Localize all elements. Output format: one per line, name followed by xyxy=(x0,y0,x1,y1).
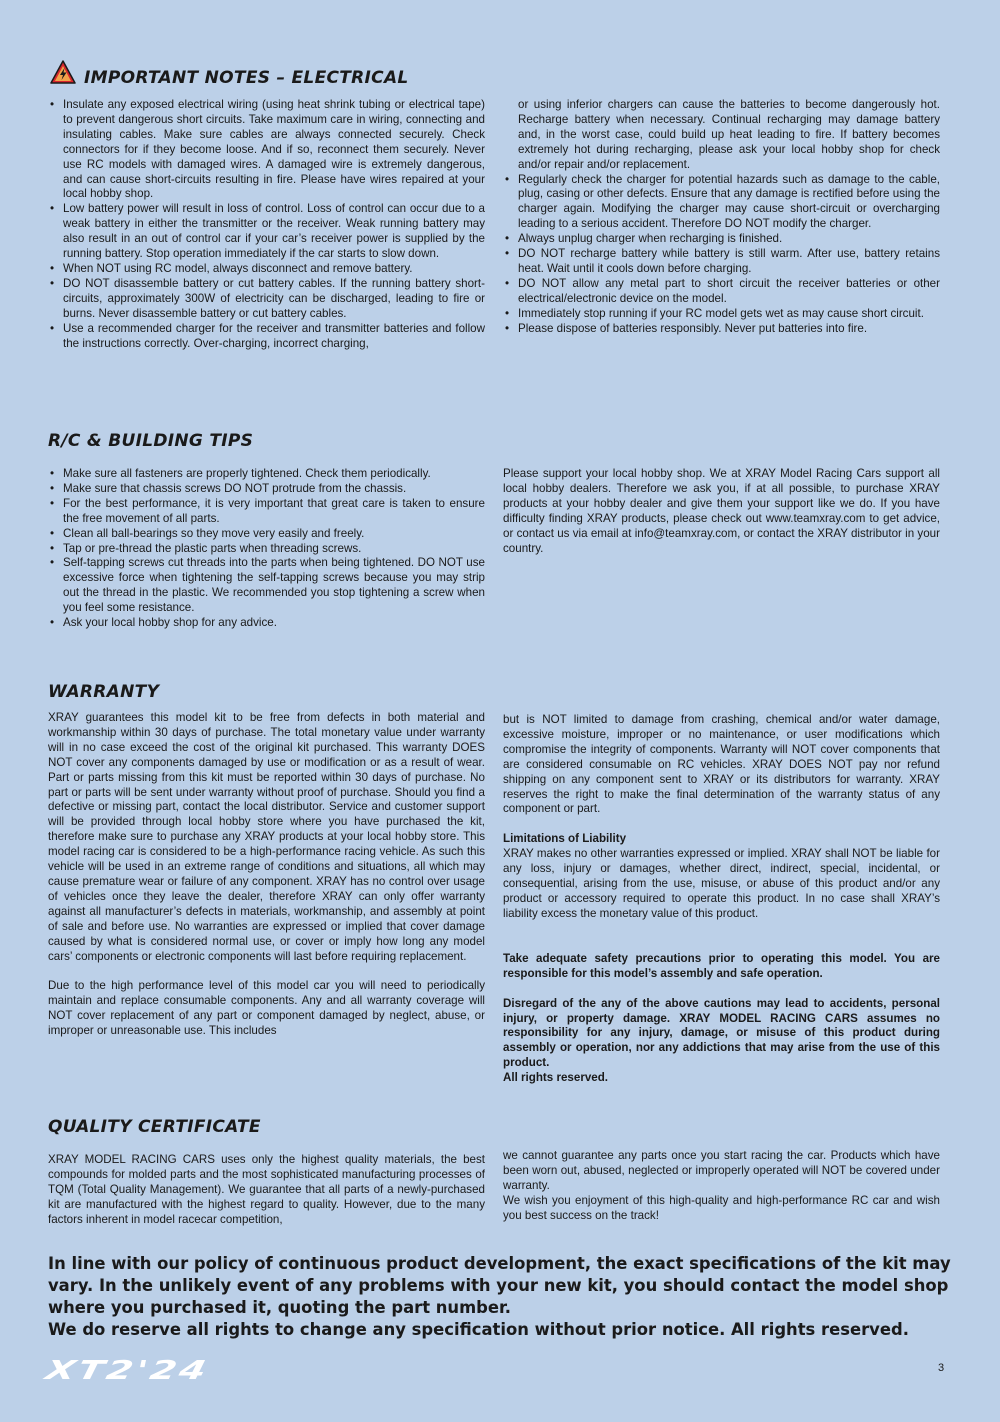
quality-left-column xyxy=(48,1153,485,1228)
quality-right-column xyxy=(503,1149,940,1224)
list-item: • Tap or pre-thread the plastic parts when threading screws. xyxy=(48,542,485,557)
list-item: • Make sure that chassis screws DO NOT protrude from the chassis. xyxy=(48,482,485,497)
rights-text: We do reserve all rights to change any specification without prior notice. All rights reserved. xyxy=(48,1320,909,1339)
warranty-paragraph: but is NOT limited to damage from crashing, chemical and/or water damage, excessive moisture, improper or no maintenance, or user modifications which compromise the integrity of components. Warranty will NOT cover components that are considered consumable on RC vehicles. XRAY DOES NOT pay nor refund shipping on any component sent to XRAY or its distributors for warranty. XRAY reserves the right to make the final determination of the warranty status of any component or part. xyxy=(503,713,940,816)
warning-triangle-icon xyxy=(50,60,76,84)
quality-text: XRAY MODEL RACING CARS uses only the highest quality materials, the best compounds for molded parts and the most sophisticated manufacturing processes of TQM (Total Quality Management). We guarantee that all parts of a newly-purchased kit are manufactured with the highest regard to quality. However, due to the many factors inherent in model racecar competition, xyxy=(48,1153,485,1226)
tips-list xyxy=(48,467,485,631)
list-item: • Always unplug charger when recharging is finished. xyxy=(503,232,940,247)
list-item: • Regularly check the charger for potential hazards such as damage to the cable, plug, casing or other defects. Ensure that any damage is rectified before using the charger again. Modifying the charger may cause short-circuit or overcharging leading to a serious accident. Therefore DO NOT modify the charger. xyxy=(503,173,940,233)
warranty-paragraph: Due to the high performance level of this model car you will need to periodically maintain and replace consumable components. Any and all warranty coverage will NOT cover replacement of any part or component damaged by neglect, abuse, or improper or unreasonable use. This includes xyxy=(48,979,485,1038)
list-item: • Ask your local hobby shop for any advice. xyxy=(48,616,485,631)
electrical-left-column xyxy=(48,98,485,351)
warranty-heading: WARRANTY xyxy=(48,682,160,702)
xt2-logo: XT2'24 xyxy=(42,1356,212,1386)
list-item: • Use a recommended charger for the receiver and transmitter batteries and follow the instructions correctly. Over-charging, incorrect charging, xyxy=(48,322,485,352)
warranty-right-column xyxy=(503,713,940,1086)
electrical-heading: IMPORTANT NOTES – ELECTRICAL xyxy=(84,68,409,88)
electrical-continuation: or using inferior chargers can cause the batteries to become dangerously hot. Recharge battery when necessary. Continual recharging may damage battery and, in the worst case, could build up heat leading to fire. If battery becomes extremely hot during recharging, please ask your local hobby shop for check and/or repair and/or replacement. xyxy=(518,98,940,171)
policy-note xyxy=(48,1253,952,1341)
list-item: • Self-tapping screws cut threads into the parts when being tightened. DO NOT use excessive force when tightening the self-tapping screws because you may strip out the thread in the plastic. We recommended you stop tightening a screw when you feel some resistance. xyxy=(48,556,485,616)
rights-note: All rights reserved. xyxy=(503,1071,609,1085)
list-item: • When NOT using RC model, always disconnect and remove battery. xyxy=(48,262,485,277)
list-item: • Insulate any exposed electrical wiring (using heat shrink tubing or electrical tape) to prevent dangerous short circuits. Take maximum care in wiring, connecting and insulating cables. Make sure cables are always connected securely. Check connectors for if they become loose. And if so, reconnect them securely. Never use RC models with damaged wires. A damaged wire is extremely dangerous, and can cause short-circuits resulting in fire. Please have wires repaired at your local hobby shop. xyxy=(48,98,485,202)
quality-text: We wish you enjoyment of this high-quality and high-performance RC car and wish you best success on the track! xyxy=(503,1193,940,1222)
tips-right-column xyxy=(503,467,940,556)
tips-left-column xyxy=(48,467,485,631)
list-item: • DO NOT recharge battery while battery is still warm. After use, battery retains heat. Wait until it cools down before charging. xyxy=(503,247,940,277)
page-number: 3 xyxy=(938,1362,945,1374)
electrical-right-list xyxy=(503,173,940,337)
quality-text: we cannot guarantee any parts once you start racing the car. Products which have been worn out, abused, neglected or improperly operated will NOT be covered under warranty. xyxy=(503,1149,940,1192)
list-item: • Please dispose of batteries responsibly. Never put batteries into fire. xyxy=(503,322,940,337)
list-item: • Immediately stop running if your RC model gets wet as may cause short circuit. xyxy=(503,307,940,322)
disregard-note: Disregard of the any of the above cautions may lead to accidents, personal injury, or property damage. XRAY MODEL RACING CARS assumes no responsibility for any injury, damage, or misuse of this product during assembly or operation, nor any addictions that may arise from the use of this product. xyxy=(503,996,940,1070)
tips-heading: R/C & BUILDING TIPS xyxy=(48,431,254,451)
list-item: • Low battery power will result in loss of control. Loss of control can occur due to a weak battery in either the transmitter or the receiver. Weak running battery may also result in an out of control car if your car’s receiver power is supplied by the running battery. Stop operation immediately if the car starts to slow down. xyxy=(48,202,485,262)
electrical-right-column xyxy=(503,98,940,337)
safety-note: Take adequate safety precautions prior to operating this model. You are responsible for this model’s assembly and safe operation. xyxy=(503,951,940,980)
list-item: • DO NOT disassemble battery or cut battery cables. If the running battery short-circuits, approximately 300W of electricity can be discharged, leading to fire or burns. Never disassemble battery or cut battery cables. xyxy=(48,277,485,322)
warranty-left-column xyxy=(48,711,485,1039)
list-item: • Make sure all fasteners are properly tightened. Check them periodically. xyxy=(48,467,485,482)
liability-title: Limitations of Liability xyxy=(503,832,627,846)
electrical-left-list xyxy=(48,98,485,351)
list-item: • DO NOT allow any metal part to short circuit the receiver batteries or other electrical/electronic device on the model. xyxy=(503,277,940,307)
hobby-shop-text: Please support your local hobby shop. We at XRAY Model Racing Cars support all local hobby dealers. Therefore we ask you, if at all possible, to purchase XRAY products at your hobby dealer and give them your support like we do. If you have difficulty finding XRAY products, please check out www.teamxray.com to get advice, or contact us via email at info@teamxray.com, or contact the XRAY distributor in your country. xyxy=(503,467,940,555)
list-item: • For the best performance, it is very important that great care is taken to ensure the free movement of all parts. xyxy=(48,497,485,527)
liability-text: XRAY makes no other warranties expressed or implied. XRAY shall NOT be liable for any loss, injury or damages, whether direct, indirect, special, incidental, or consequential, arising from the use, misuse, or abuse of this product and/or any product or accessory required to operate this product. In no case shall XRAY’s liability excess the monetary value of this product. xyxy=(503,847,940,920)
list-item: • Clean all ball-bearings so they move very easily and freely. xyxy=(48,527,485,542)
quality-heading: QUALITY CERTIFICATE xyxy=(48,1117,261,1137)
policy-text: In line with our policy of continuous product development, the exact specifications of the kit may vary. In the unlikely event of any problems with your new kit, you should contact the model shop where you purchased it, quoting the part number. xyxy=(48,1254,951,1317)
warranty-paragraph: XRAY guarantees this model kit to be free from defects in both material and workmanship within 30 days of purchase. The total monetary value under warranty will in no case exceed the cost of the original kit purchased. This warranty DOES NOT cover any components damaged by use or modification or as a result of wear. Part or parts missing from this kit must be reported within 30 days of purchase. No part or parts will be sent under warranty without proof of purchase. Should you find a defective or missing part, contact the local distributor. Service and customer support will be provided through local hobby store where you have purchased the kit, therefore make sure to purchase any XRAY products at your local hobby store. This model racing car is considered to be a high-performance racing vehicle. As such this vehicle will be used in an extreme range of conditions and situations, all which may cause premature wear or failure of any component. XRAY has no control over usage of vehicles once they leave the dealer, therefore XRAY can only offer warranty against all manufacturer’s defects in materials, workmanship, and assembly at point of sale and before use. No warranties are expressed or implied that cover damage caused by what is considered normal use, or cover or imply how long any model cars’ components or electronic components will last before requiring replacement. xyxy=(48,711,485,963)
